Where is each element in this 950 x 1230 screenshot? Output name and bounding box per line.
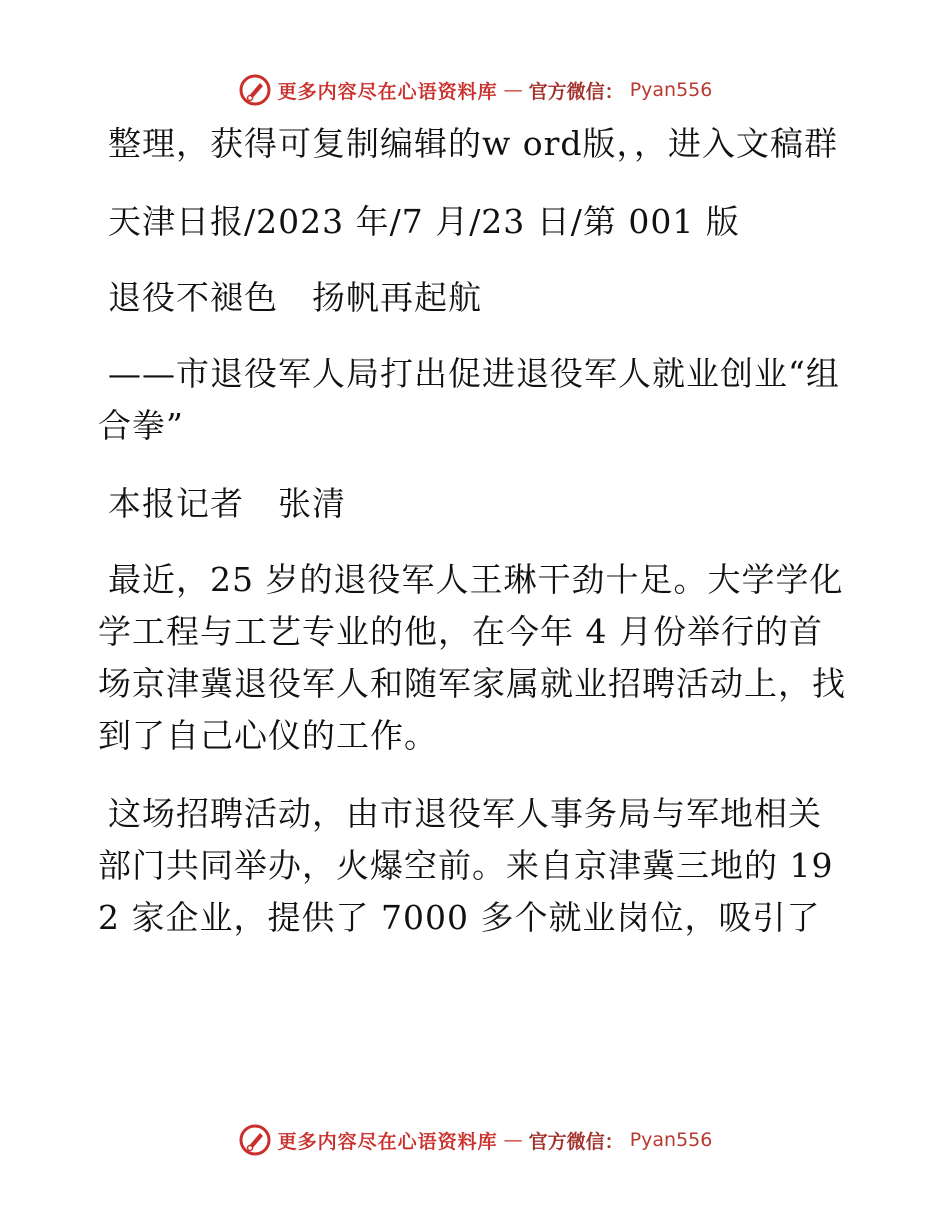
banner-wechat-label: 官方微信： [528,80,624,103]
footer-banner [0,1120,950,1160]
banner-wechat-label: 官方微信： [528,1130,624,1153]
banner-dash: — [503,79,523,101]
pen-nib-logo-icon [238,1123,272,1157]
pen-nib-logo-icon [238,73,272,107]
header-banner [0,70,950,110]
banner-dash: — [503,1129,523,1151]
banner-wechat-handle: Pyan556 [629,1129,713,1151]
article-subtitle: ——市退役军人局打出促进退役军人就业创业“组合拳” [98,354,840,445]
banner-brand-text: 更多内容尽在心语资料库 [277,80,498,103]
article-title: 退役不褪色 扬帆再起航 [108,278,482,317]
banner-wechat-handle: Pyan556 [629,79,713,101]
article-byline: 本报记者 张清 [108,484,346,523]
document-body [98,118,853,970]
banner-brand-text: 更多内容尽在心语资料库 [277,1130,498,1153]
paragraph-intro: 整理，获得可复制编辑的w ord版，，进入文稿群 [108,124,839,163]
paragraph-source: 天津日报/2023 年/7 月/23 日/第 001 版 [108,202,740,241]
article-paragraph: 这场招聘活动，由市退役军人事务局与军地相关部门共同举办，火爆空前。来自京津冀三地的 192 家企业，提供了 7000 多个就业岗位，吸引了 [98,794,834,937]
article-paragraph: 最近，25 岁的退役军人王琳干劲十足。大学学化学工程与工艺专业的他，在今年 4 月份举行的首场京津冀退役军人和随军家属就业招聘活动上，找到了自己心仪的工作。 [98,560,846,755]
